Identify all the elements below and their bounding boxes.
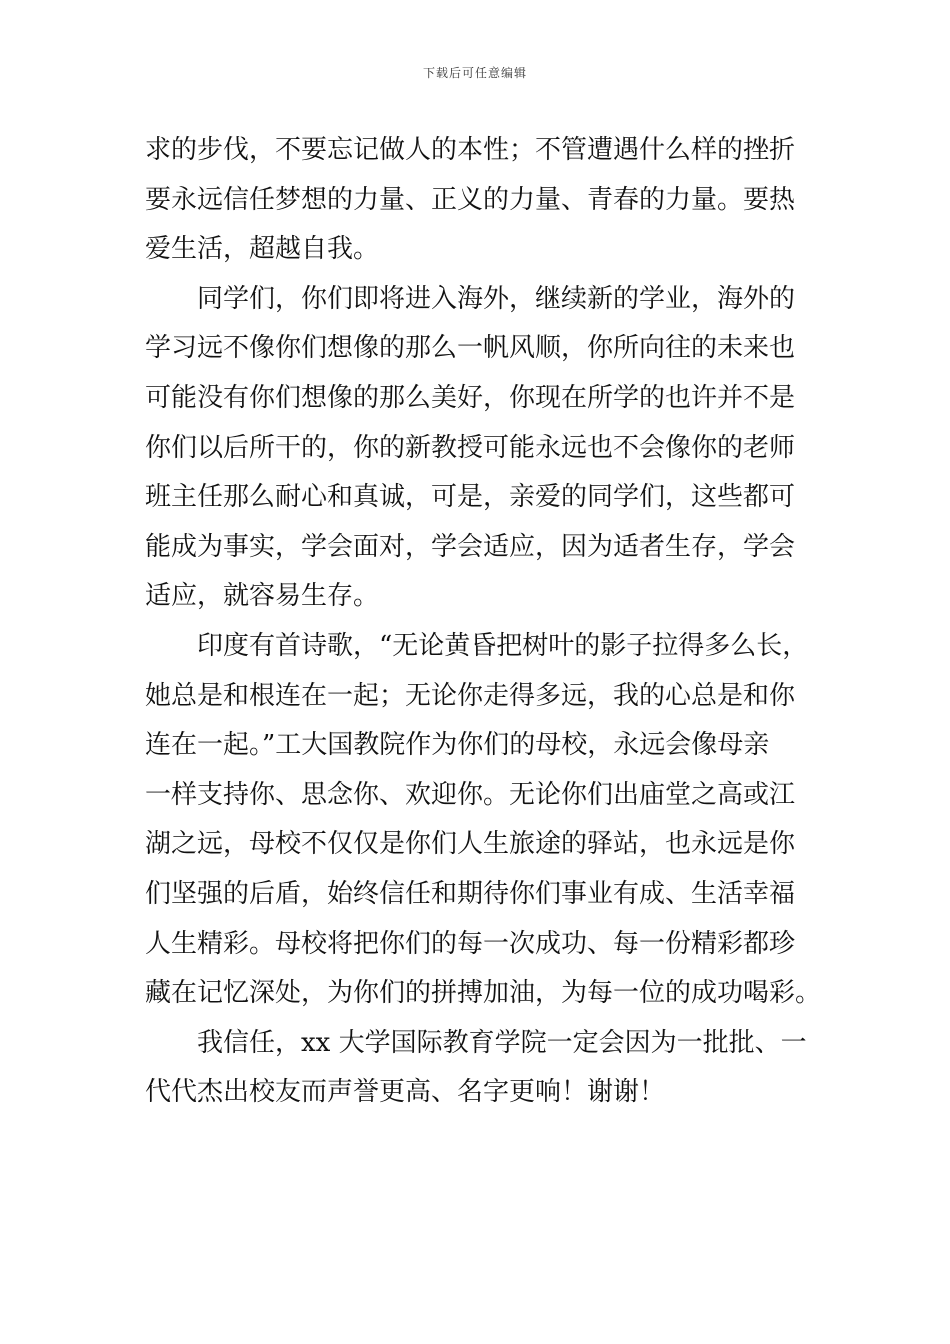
text-line: 你们以后所干的，你的新教授可能永远也不会像你的老师 [145, 432, 796, 463]
text-line: 人生精彩。母校将把你们的每一次成功、每一份精彩都珍 [145, 928, 796, 959]
header-note: 下载后可任意编辑 [422, 66, 527, 80]
text-line: 代代杰出校友而声誉更高、名字更响！谢谢！ [145, 1077, 666, 1108]
text-line: 同学们，你们即将进入海外，继续新的学业，海外的 [197, 283, 796, 314]
text-line: 学习远不像你们想像的那么一帆风顺，你所向往的未来也 [145, 333, 796, 364]
text-line: 要永远信任梦想的力量、正义的力量、青春的力量。要热 [145, 184, 796, 215]
text-line: 能成为事实，学会面对，学会适应，因为适者生存，学会 [145, 531, 796, 562]
text-line: 爱生活，超越自我。 [145, 234, 380, 265]
text-line: 印度有首诗歌，“无论黄昏把树叶的影子拉得多么长， [197, 630, 809, 661]
document-body [145, 126, 845, 1118]
text-line: 我信任，xx 大学国际教育学院一定会因为一批批、一 [197, 1027, 807, 1058]
text-line: 适应，就容易生存。 [145, 581, 380, 612]
text-line: 藏在记忆深处，为你们的拼搏加油，为每一位的成功喝彩。 [145, 978, 822, 1009]
text-line: 她总是和根连在一起；无论你走得多远，我的心总是和你 [145, 680, 796, 711]
text-line: 班主任那么耐心和真诚，可是，亲爱的同学们，这些都可 [145, 482, 796, 513]
text-line: 求的步伐，不要忘记做人的本性；不管遭遇什么样的挫折 [145, 135, 796, 165]
text-line: 一样支持你、思念你、欢迎你。无论你们出庙堂之高或江 [145, 779, 796, 810]
text-line: 湖之远，母校不仅仅是你们人生旅途的驿站，也永远是你 [145, 829, 796, 860]
text-line: 可能没有你们想像的那么美好，你现在所学的也许并不是 [145, 382, 796, 413]
text-line: 们坚强的后盾，始终信任和期待你们事业有成、生活幸福 [145, 878, 796, 909]
text-line: 连在一起。”工大国教院作为你们的母校，永远会像母亲 [145, 730, 770, 761]
